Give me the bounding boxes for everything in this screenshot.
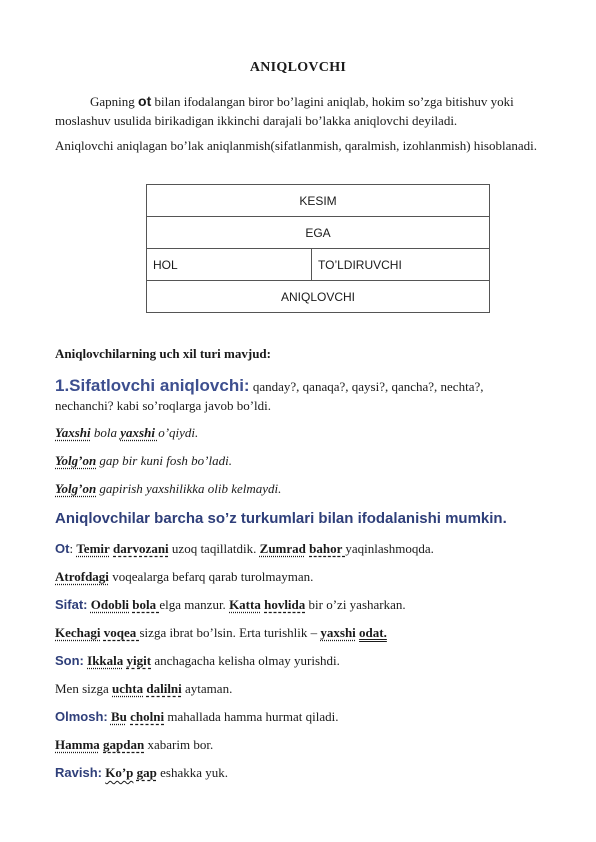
example-1-word-1: Yaxshi (55, 425, 91, 440)
ot-word-darvozani: darvozani (113, 541, 169, 556)
sifat-word-voqea: voqea (103, 625, 140, 640)
ot-word-zumrad: Zumrad (259, 541, 306, 556)
schema-toldiruvchi: TO’LDIRUVCHI (312, 249, 490, 281)
sifat-word-odobli: Odobli (90, 597, 130, 612)
sifat-text-1: elga manzur. (159, 597, 230, 612)
ot-text-1: uzoq taqillatdik. (168, 541, 260, 556)
son-line-2-text-2: aytaman. (181, 681, 233, 696)
sifat-word-bola: bola (132, 597, 160, 612)
olmosh-text-1: mahallada hamma hurmat qiladi. (164, 709, 339, 724)
ot-word-atrofdagi: Atrofdagi (55, 569, 109, 584)
ravish-label: Ravish: (55, 765, 102, 780)
sifat-word-kechagi: Kechagi (55, 625, 101, 640)
section-heading: Aniqlovchilar barcha so’z turkumlari bilan ifodalanishi mumkin. (55, 510, 507, 527)
olmosh-line-1 (55, 709, 338, 725)
sifat-word-katta: Katta (229, 597, 261, 612)
sifatlovchi-desc-1: qanday?, qanaqa?, qaysi?, qancha?, nechta?, (249, 379, 484, 394)
son-label: Son: (55, 653, 84, 668)
ravish-word-gap: gap (136, 765, 157, 780)
ot-label: Ot (55, 541, 70, 556)
olmosh-word-hamma: Hamma (55, 737, 100, 752)
olmosh-word-bu: Bu (110, 709, 127, 724)
ot-colon: : (69, 541, 77, 556)
olmosh-line-2 (55, 737, 213, 753)
page-title: ANIQLOVCHI (249, 60, 347, 75)
example-1-word-2: yaxshi (120, 425, 159, 440)
example-3-text: gapirish yaxshilikka olib kelmaydi. (96, 481, 282, 496)
sifat-word-odat: odat. (359, 625, 387, 640)
son-word-uchta: uchta (112, 681, 144, 696)
sifat-text-2: bir o’zi yasharkan. (305, 597, 406, 612)
son-word-ikkala: Ikkala (87, 653, 124, 668)
ravish-text-1: eshakka yuk. (156, 765, 228, 780)
son-line-2-text-1: Men sizga (55, 681, 113, 696)
sifatlovchi-line-1 (55, 376, 483, 396)
ot-line-1 (55, 541, 434, 557)
son-word-yigit: yigit (126, 653, 152, 668)
intro-text-before: Gapning (90, 94, 139, 109)
example-3-word: Yolg’on (55, 481, 97, 496)
example-line-1 (55, 425, 198, 441)
example-line-2 (55, 453, 232, 469)
sifat-word-yaxshi: yaxshi (320, 625, 356, 640)
sifatlovchi-line-2: nechanchi? kabi so’roqlarga javob bo’ldi. (55, 398, 271, 413)
olmosh-label: Olmosh: (55, 709, 108, 724)
son-word-dalilni: dalilni (146, 681, 182, 696)
ravish-line-1 (55, 765, 228, 781)
son-text-1: anchagacha kelisha olmay yurishdi. (151, 653, 340, 668)
sifatlovchi-heading: 1.Sifatlovchi aniqlovchi: (55, 376, 250, 395)
schema-hol: HOL (147, 249, 312, 281)
intro-paragraph-2: Aniqlovchi aniqlagan bo’lak aniqlanmish(sifatlanmish, qaralmish, izohlanmish) hisoblanadi. (55, 138, 537, 153)
olmosh-word-gapdan: gapdan (103, 737, 145, 752)
ot-word-bahor: bahor (309, 541, 346, 556)
sifat-line-2 (55, 625, 387, 641)
types-heading: Aniqlovchilarning uch xil turi mavjud: (55, 346, 271, 361)
schema-kesim: KESIM (147, 185, 490, 217)
ot-line-2-text: voqealarga befarq qarab turolmayman. (108, 569, 314, 584)
example-1-text-2: o’qiydi. (158, 425, 199, 440)
sentence-parts-schema (146, 184, 490, 313)
schema-ega: EGA (147, 217, 490, 249)
olmosh-line-2-text: xabarim bor. (144, 737, 214, 752)
ravish-word-kop: Ko’p (105, 765, 134, 780)
sifat-word-hovlida: hovlida (264, 597, 306, 612)
example-2-text: gap bir kuni fosh bo’ladi. (96, 453, 232, 468)
intro-text-after: bilan ifodalangan biror bo’lagini aniqlab, hokim so’zga bitishuv yoki moslashuv usulida birikadigan ikkinchi darajali bo’lakka aniqlovchi deyiladi. (55, 94, 514, 128)
ot-line-2 (55, 569, 313, 585)
sifat-line-2-text: sizga ibrat bo’lsin. Erta turishlik – (139, 625, 321, 640)
example-line-3 (55, 481, 281, 497)
schema-aniqlovchi: ANIQLOVCHI (147, 281, 490, 313)
intro-paragraph-1 (55, 92, 545, 130)
son-line-1 (55, 653, 340, 669)
example-1-text-1: bola (90, 425, 121, 440)
olmosh-word-cholni: cholni (130, 709, 165, 724)
ot-word-temir: Temir (76, 541, 110, 556)
sifat-label: Sifat: (55, 597, 88, 612)
sifat-line-1 (55, 597, 406, 613)
intro-keyword-ot: ot (138, 93, 152, 109)
son-line-2 (55, 681, 232, 697)
ot-text-2: yaqinlashmoqda. (345, 541, 434, 556)
example-2-word: Yolg’on (55, 453, 97, 468)
